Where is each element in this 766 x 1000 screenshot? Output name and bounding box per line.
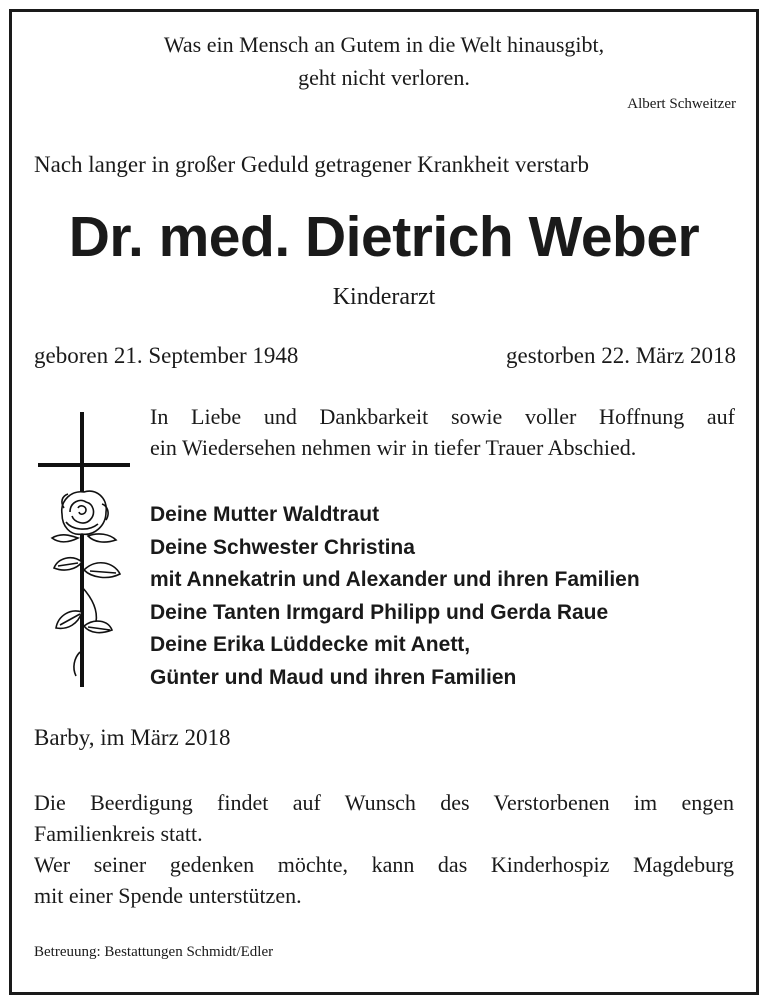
funeral-line-1: Die Beerdigung findet auf Wunsch des Verstorbenen im engen [34, 790, 734, 815]
list-item: Deine Erika Lüddecke mit Anett, [150, 633, 471, 656]
list-item: mit Annekatrin und Alexander und ihren Familien [150, 568, 640, 591]
farewell-text [150, 401, 735, 463]
place-date: Barby, im März 2018 [34, 725, 231, 750]
list-item: Günter und Maud und ihren Familien [150, 665, 517, 689]
birth-date: geboren 21. September 1948 [34, 343, 299, 368]
quote-author: Albert Schweitzer [627, 96, 736, 112]
farewell-line-2: ein Wiedersehen nehmen wir in tiefer Trauer Abschied. [150, 435, 637, 460]
funeral-line-3: Wer seiner gedenken möchte, kann das Kinderhospiz Magdeburg [34, 852, 734, 877]
death-date: gestorben 22. März 2018 [506, 343, 736, 368]
cross-icon [38, 412, 130, 687]
funeral-line-2: Familienkreis statt. [34, 821, 203, 846]
farewell-line-1: In Liebe und Dankbarkeit sowie voller Hoffnung auf [150, 404, 735, 429]
quote-line-2: geht nicht verloren. [298, 65, 470, 90]
funeral-notice [34, 787, 734, 911]
list-item: Deine Mutter Waldtraut [150, 503, 380, 526]
obituary-frame [9, 9, 759, 995]
list-item: Deine Tanten Irmgard Philipp und Gerda Raue [150, 600, 609, 624]
care-note: Betreuung: Bestattungen Schmidt/Edler [34, 944, 274, 960]
intro-text: Nach langer in großer Geduld getragener Krankheit verstarb [34, 152, 589, 177]
funeral-line-4: mit einer Spende unterstützen. [34, 883, 302, 908]
mourners-list [150, 499, 640, 694]
rose-icon [52, 491, 120, 676]
cross-rose-icon [32, 412, 152, 692]
deceased-name: Dr. med. Dietrich Weber [68, 205, 700, 269]
list-item: Deine Schwester Christina [150, 535, 415, 559]
quote-line-1: Was ein Mensch an Gutem in die Welt hinausgibt, [163, 32, 605, 57]
deceased-profession: Kinderarzt [332, 284, 436, 310]
